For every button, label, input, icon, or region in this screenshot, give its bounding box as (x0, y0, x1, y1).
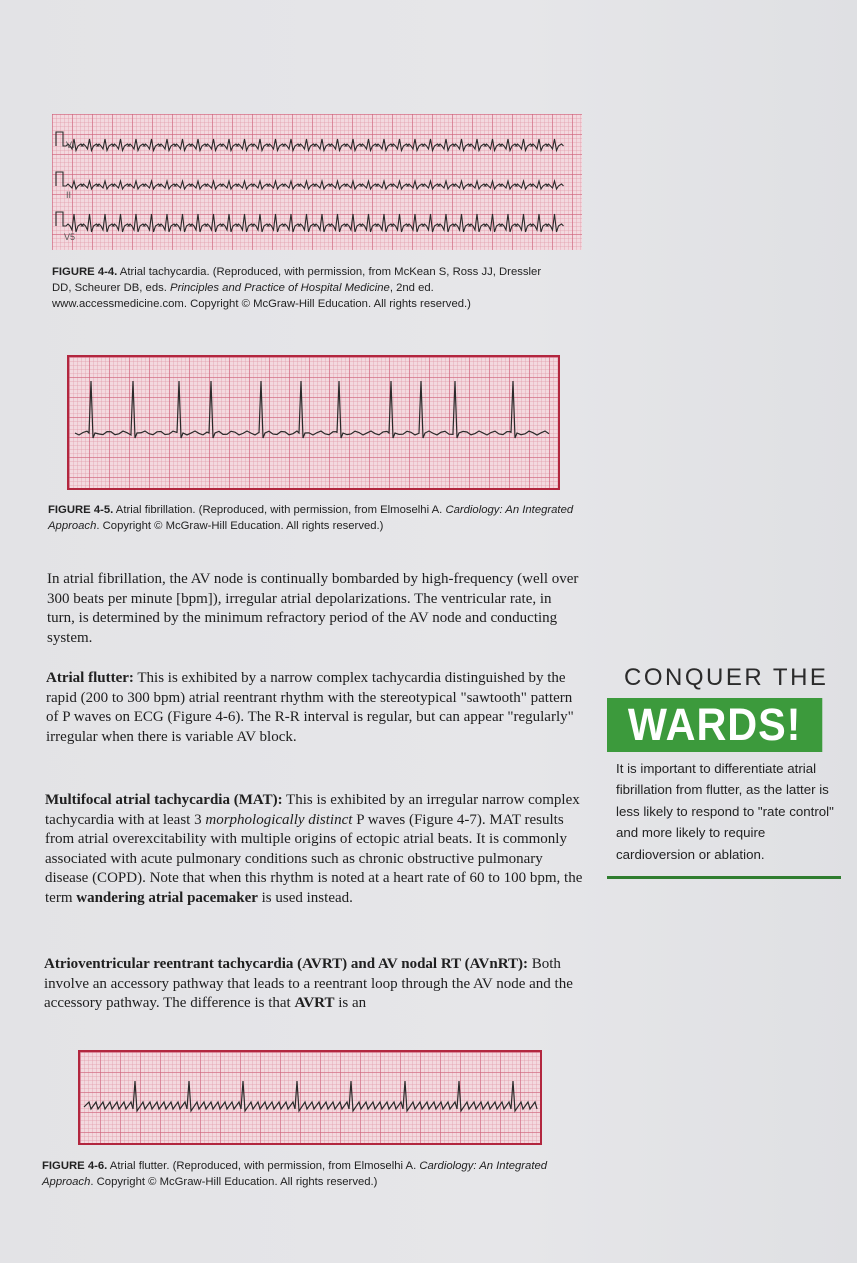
sidebar-title: CONQUER THE (624, 664, 829, 691)
paragraph-mat: Multifocal atrial tachycardia (MAT): This is exhibited by an irregular narrow complex tachycardia with at least 3 morphologically distinct P waves (Figure 4-7). MAT results from atrial overexcitability with multiple origins of ectopic atrial beats. It is commonly associated with acute pulmonary conditions such as chronic obstructive pulmonary disease (COPD). Note that when this rhythm is noted at a heart rate of 60 to 100 bpm, the term wandering atrial pacemaker is used instead. (45, 792, 583, 906)
lead-label-ii: II (66, 190, 72, 200)
figure-4-4-caption: FIGURE 4-4. Atrial tachycardia. (Reproduced, with permission, from McKean S, Ross JJ, Dressler DD, Scheurer DB, eds. Principles and Practice of Hospital Medicine, 2nd ed. www.accessmedicine.com. Copyright © McGraw-Hill Education. All rights reserved.) (52, 266, 542, 310)
paragraph-avrt: Atrioventricular reentrant tachycardia (AVRT) and AV nodal RT (AVnRT): Both involve an accessory pathway that leads to a reentrant loop through the AV node and the accessory pathway. The difference is that AVRT is an (44, 956, 573, 1012)
term-avrt: AVRT (294, 995, 335, 1012)
term-mat: Multifocal atrial tachycardia (MAT): (45, 792, 283, 808)
figure-4-4-ecg-strip (52, 114, 582, 250)
figure-4-6-caption: FIGURE 4-6. Atrial flutter. (Reproduced, with permission, from Elmoselhi A. Cardiology: An Integrated Approach. Copyright © McGraw-Hill Education. All rights reserved.) (42, 1160, 548, 1188)
lead-v5-trace (56, 212, 564, 232)
figure-4-4-traces (52, 114, 582, 250)
term-wandering-atrial-pacemaker: wandering atrial pacemaker (76, 889, 258, 906)
lead-label-v1: VI (66, 140, 75, 150)
figure-4-5-traces (69, 357, 558, 488)
paragraph-atrial-fibrillation: In atrial fibrillation, the AV node is continually bombarded by high-frequency (well over 300 beats per minute [bpm]), irregular atrial depolarizations. The ventricular rate, in turn, is determined by the minimum refractory period of the AV node and conducting system. (47, 571, 579, 646)
figure-4-5-caption: FIGURE 4-5. Atrial fibrillation. (Reproduced, with permission, from Elmoselhi A. Cardiology: An Integrated Approach. Copyright © McGraw-Hill Education. All rights reserved.) (48, 504, 574, 532)
lead-label-v5: V5 (64, 232, 76, 242)
term-avrt-avnrt: Atrioventricular reentrant tachycardia (AVRT) and AV nodal RT (AVnRT): (44, 956, 528, 972)
sidebar-tip-text: It is important to differentiate atrial fibrillation from flutter, as the latter is less likely to respond to "rate control" and more likely to require cardioversion or ablation. (616, 761, 834, 862)
figure-4-6-label: FIGURE 4-6. (42, 1160, 108, 1172)
paragraph-atrial-flutter: Atrial flutter: This is exhibited by a narrow complex tachycardia distinguished by the rapid (200 to 300 bpm) atrial reentrant rhythm with the stereotypical "sawtooth" pattern of P waves on ECG (Figure 4-6). The R-R interval is regular, but can appear "regularly" irregular when there is variable AV block. (46, 670, 574, 745)
figure-4-4-label: FIGURE 4-4. (52, 266, 118, 278)
afib-trace (75, 381, 549, 438)
figure-4-5-label: FIGURE 4-5. (48, 504, 114, 516)
figure-4-5-ecg-strip (69, 357, 558, 488)
figure-4-6-ecg-strip (80, 1052, 540, 1143)
lead-ii-trace (56, 172, 564, 189)
term-atrial-flutter: Atrial flutter: (46, 670, 134, 686)
flutter-trace (84, 1081, 537, 1111)
lead-v1-trace (56, 132, 564, 151)
figure-4-6-traces (80, 1052, 540, 1143)
sidebar-divider (607, 876, 841, 879)
sidebar-banner-wards: WARDS! (607, 698, 822, 752)
